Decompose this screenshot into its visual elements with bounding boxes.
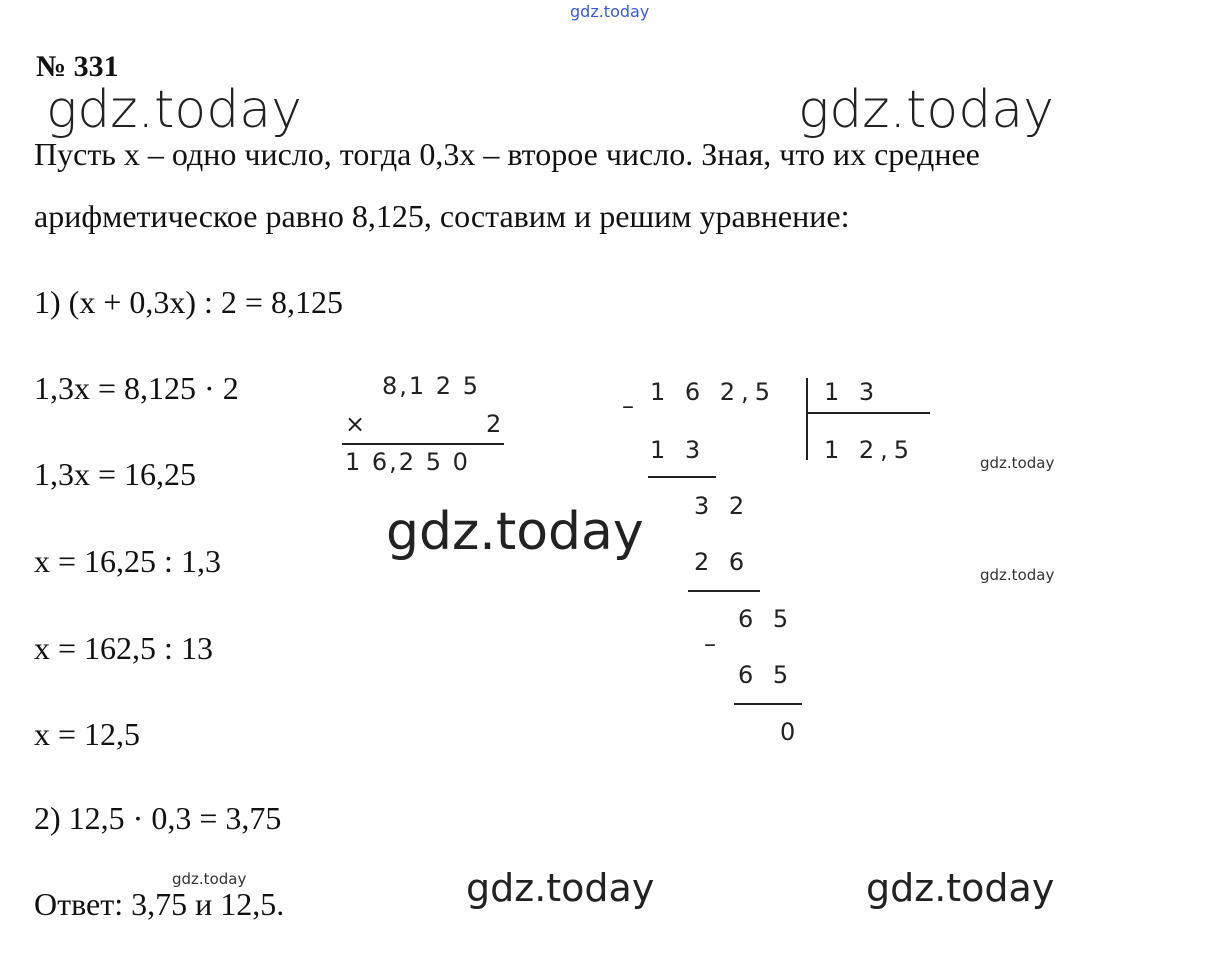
watermark-top: gdz.today (570, 2, 650, 21)
div-rule-2 (688, 590, 760, 592)
div-divisor: 1 3 (824, 378, 881, 406)
problem-title: № 331 (36, 50, 119, 83)
step-4: х = 16,25 : 1,3 (34, 543, 221, 579)
step-5: х = 162,5 : 13 (34, 630, 213, 666)
div-final: 0 (780, 718, 796, 746)
div-sub-1: 1 3 (650, 436, 707, 464)
watermark-bottom-mid: gdz.today (466, 866, 655, 910)
step-3: 1,3х = 16,25 (34, 456, 197, 492)
div-quotient-rule (808, 412, 930, 414)
div-sub-2: 2 6 (694, 548, 751, 576)
watermark-big-left: gdz.today (46, 80, 302, 140)
step-7: 2) 12,5 · 0,3 = 3,75 (34, 800, 282, 836)
watermark-small-right-1: gdz.today (980, 454, 1055, 472)
intro-line-1: Пусть х – одно число, тогда 0,3х – второе число. Зная, что их среднее (34, 136, 980, 172)
mult-rule (342, 443, 504, 445)
div-vertical-rule (806, 378, 808, 460)
div-dividend: 1 6 2,5 (650, 378, 776, 406)
answer-line: Ответ: 3,75 и 12,5. (34, 886, 285, 922)
div-quotient: 1 2,5 (824, 436, 916, 464)
watermark-bottom-right: gdz.today (866, 866, 1055, 910)
div-rem-1: 3 2 (694, 492, 751, 520)
watermark-big-right: gdz.today (798, 80, 1054, 140)
div-minus-2: – (704, 630, 716, 658)
mult-row-1: 8,1 2 5 (382, 372, 480, 400)
mult-result: 1 6,2 5 0 (345, 448, 470, 476)
step-2: 1,3х = 8,125 · 2 (34, 370, 239, 406)
div-rem-2: 6 5 (738, 605, 795, 633)
step-1: 1) (х + 0,3х) : 2 = 8,125 (34, 284, 343, 320)
watermark-center: gdz.today (386, 502, 644, 562)
intro-line-2: арифметическое равно 8,125, составим и решим уравнение: (34, 198, 850, 234)
div-sub-3: 6 5 (738, 661, 795, 689)
div-minus-1: – (622, 392, 634, 420)
watermark-small-right-2: gdz.today (980, 566, 1055, 584)
watermark-small-bottom: gdz.today (172, 870, 247, 888)
div-rule-1 (648, 476, 716, 478)
step-6: х = 12,5 (34, 716, 141, 752)
div-rule-3 (734, 703, 802, 705)
mult-row-2: 2 (486, 410, 502, 438)
mult-sign: × (345, 410, 366, 438)
